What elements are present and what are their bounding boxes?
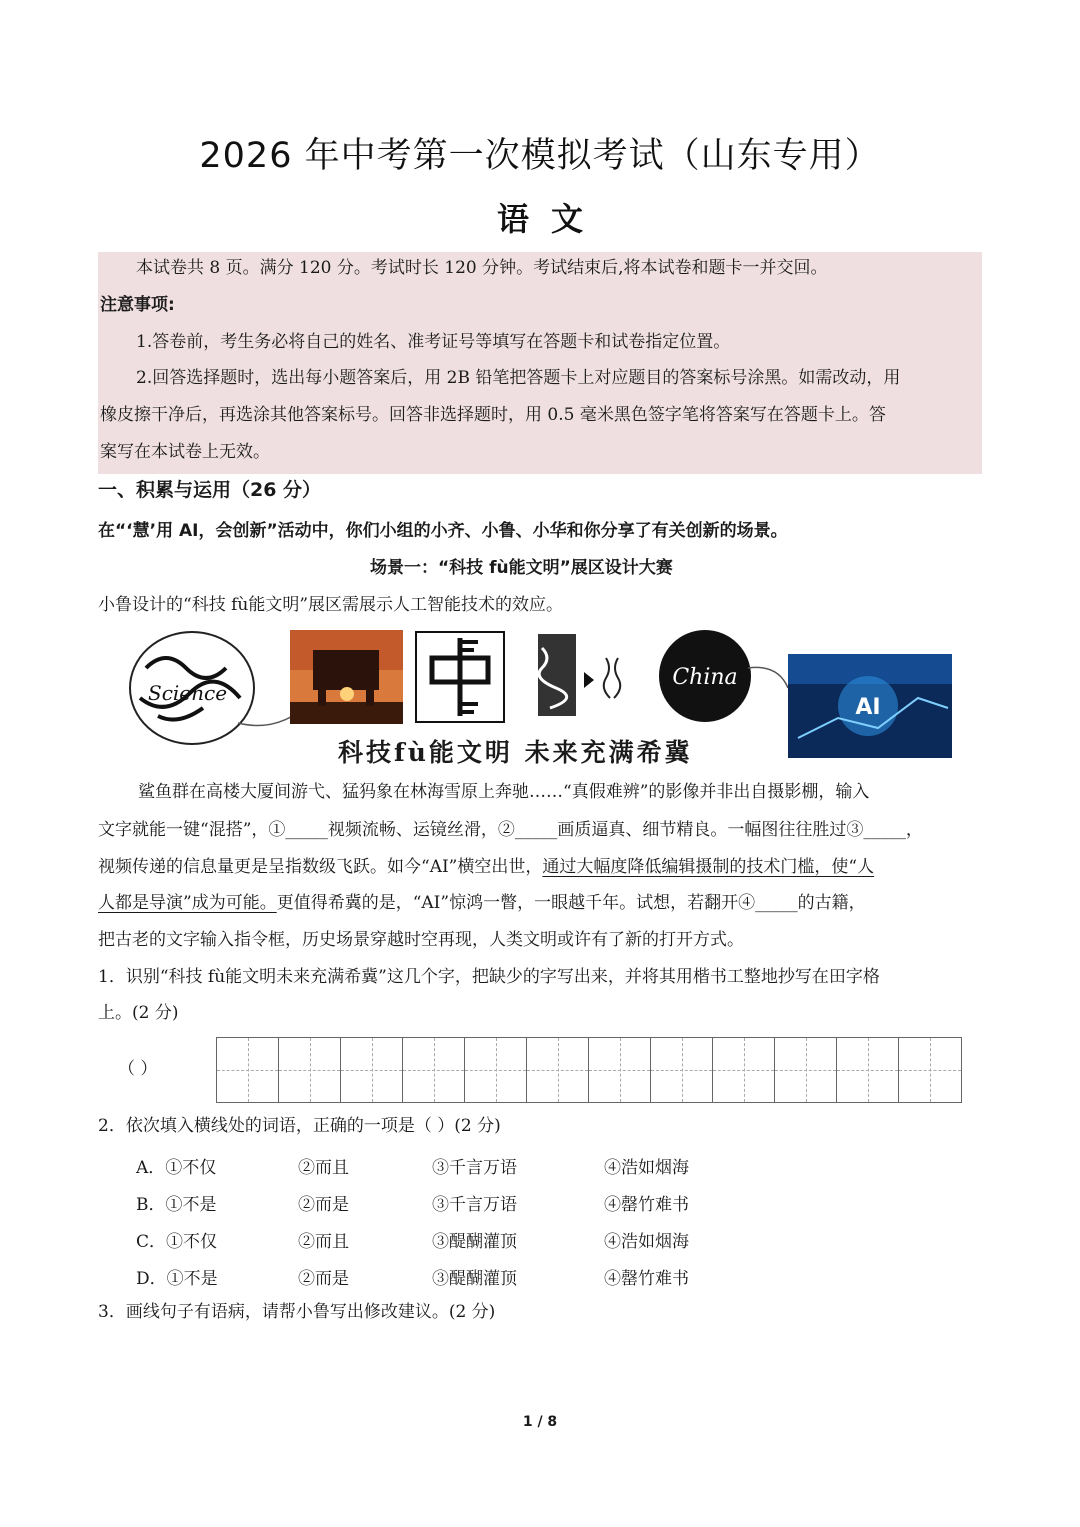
inscription-rubbing-icon	[538, 634, 620, 716]
grid-cell[interactable]	[899, 1038, 961, 1102]
ding-sunset-image	[290, 630, 403, 724]
grid-cell[interactable]	[775, 1038, 837, 1102]
question-1-line-2: 上。(2 分)	[98, 1003, 179, 1023]
underlined-sentence-part-1: 通过大幅度降低编辑摄制的技术门槛，使“人	[542, 857, 875, 877]
grid-cell[interactable]	[589, 1038, 651, 1102]
notice-item-2-line-2: 橡皮擦干净后，再选涂其他答案标号。回答非选择题时，用 0.5 毫米黑色签字笔将答案写在答题卡上。答	[100, 405, 886, 425]
notice-item-2-line-3: 案写在本试卷上无效。	[100, 442, 270, 462]
notice-item-1: 1.答卷前，考生务必将自己的姓名、准考证号等填写在答题卡和试卷指定位置。	[136, 332, 731, 352]
question-2-stem: 2．依次填入横线处的词语，正确的一项是（ ）(2 分)	[98, 1116, 501, 1136]
notice-intro: 本试卷共 8 页。满分 120 分。考试时长 120 分钟。考试结束后,将本试卷和题卡一并交回。	[136, 258, 828, 278]
option-d-1: D．①不是	[136, 1269, 218, 1289]
question-1-line-1: 1．识别“科技 fù能文明未来充满希冀”这几个字，把缺少的字写出来，并将其用楷书工整地抄写在田字格	[98, 967, 880, 987]
option-a-1: A．①不仅	[136, 1158, 217, 1178]
missing-char-parentheses[interactable]: （ ）	[118, 1059, 158, 1079]
grid-cell[interactable]	[403, 1038, 465, 1102]
subject-title: 语文	[496, 200, 605, 238]
notice-heading: 注意事项:	[100, 295, 175, 315]
option-d-2: ②而是	[298, 1269, 349, 1289]
section-heading: 一、积累与运用（26 分）	[98, 479, 322, 501]
tianzige-writing-grid[interactable]	[216, 1037, 962, 1103]
option-c-4: ④浩如烟海	[604, 1232, 689, 1252]
passage-line-3-plain: 视频传递的信息量更是呈指数级飞跃。如今“AI”横空出世，	[98, 857, 543, 877]
grid-cell[interactable]	[837, 1038, 899, 1102]
grid-cell[interactable]	[527, 1038, 589, 1102]
page-number: 1 / 8	[522, 1414, 558, 1430]
option-c-1: C．①不仅	[136, 1232, 218, 1252]
passage-line-1: 鲨鱼群在高楼大厦间游弋、猛犸象在林海雪原上奔驰……“真假难辨”的影像并非出自摄影棚，输入	[138, 782, 870, 802]
passage-line-2: 文字就能一键“混搭”，①_____视频流畅、运镜丝滑，②_____画质逼真、细节精良。一幅图往往胜过③_____，	[98, 820, 923, 840]
figure-caption: 科技fù能文明 未来充满希冀	[338, 738, 693, 767]
notice-item-2-line-1: 2.回答选择题时，选出每小题答案后，用 2B 铅笔把答题卡上对应题目的答案标号涂黑。如需改动，用	[136, 368, 901, 388]
question-3-stem: 3．画线句子有语病，请帮小鲁写出修改建议。(2 分)	[98, 1302, 496, 1322]
scene-title: 场景一：“科技 fù能文明”展区设计大赛	[370, 558, 673, 578]
passage-line-4	[98, 893, 866, 913]
passage-line-4-plain: 更值得希冀的是，“AI”惊鸿一瞥，一眼越千年。试想，若翻开④_____的古籍，	[276, 893, 866, 913]
option-b-1: B．①不是	[136, 1195, 217, 1215]
option-b-3: ③千言万语	[432, 1195, 517, 1215]
option-c-2: ②而且	[298, 1232, 349, 1252]
grid-cell[interactable]	[713, 1038, 775, 1102]
ai-technology-image	[788, 654, 952, 758]
activity-intro: 在“‘慧’用 AI，会创新”活动中，你们小组的小齐、小鲁、小华和你分享了有关创新的场景。	[98, 521, 788, 541]
option-c-3: ③醍醐灌顶	[432, 1232, 517, 1252]
passage-line-5: 把古老的文字输入指令框，历史场景穿越时空再现，人类文明或许有了新的打开方式。	[98, 930, 744, 950]
option-a-4: ④浩如烟海	[604, 1158, 689, 1178]
science-label: Science	[148, 681, 228, 705]
option-a-2: ②而且	[298, 1158, 349, 1178]
option-b-4: ④罄竹难书	[604, 1195, 689, 1215]
passage-line-3	[98, 857, 874, 877]
underlined-sentence-part-2: 人都是导演”成为可能。	[98, 893, 277, 913]
scene-description: 小鲁设计的“科技 fù能文明”展区需展示人工智能技术的效应。	[98, 595, 564, 615]
option-d-4: ④罄竹难书	[604, 1269, 689, 1289]
ai-label: AI	[855, 695, 881, 720]
exam-title: 2026 年中考第一次模拟考试（山东专用）	[199, 136, 881, 176]
arrow-connector	[748, 667, 788, 688]
china-calligraphy-icon	[659, 630, 751, 722]
oracle-zhong-icon	[416, 632, 504, 722]
grid-cell[interactable]	[279, 1038, 341, 1102]
option-d-3: ③醍醐灌顶	[432, 1269, 517, 1289]
grid-cell[interactable]	[217, 1038, 279, 1102]
grid-cell[interactable]	[651, 1038, 713, 1102]
option-a-3: ③千言万语	[432, 1158, 517, 1178]
grid-cell[interactable]	[341, 1038, 403, 1102]
grid-cell[interactable]	[465, 1038, 527, 1102]
notice-box	[98, 252, 982, 474]
china-label: China	[672, 665, 738, 690]
science-calligraphy-icon	[130, 632, 254, 744]
option-b-2: ②而是	[298, 1195, 349, 1215]
